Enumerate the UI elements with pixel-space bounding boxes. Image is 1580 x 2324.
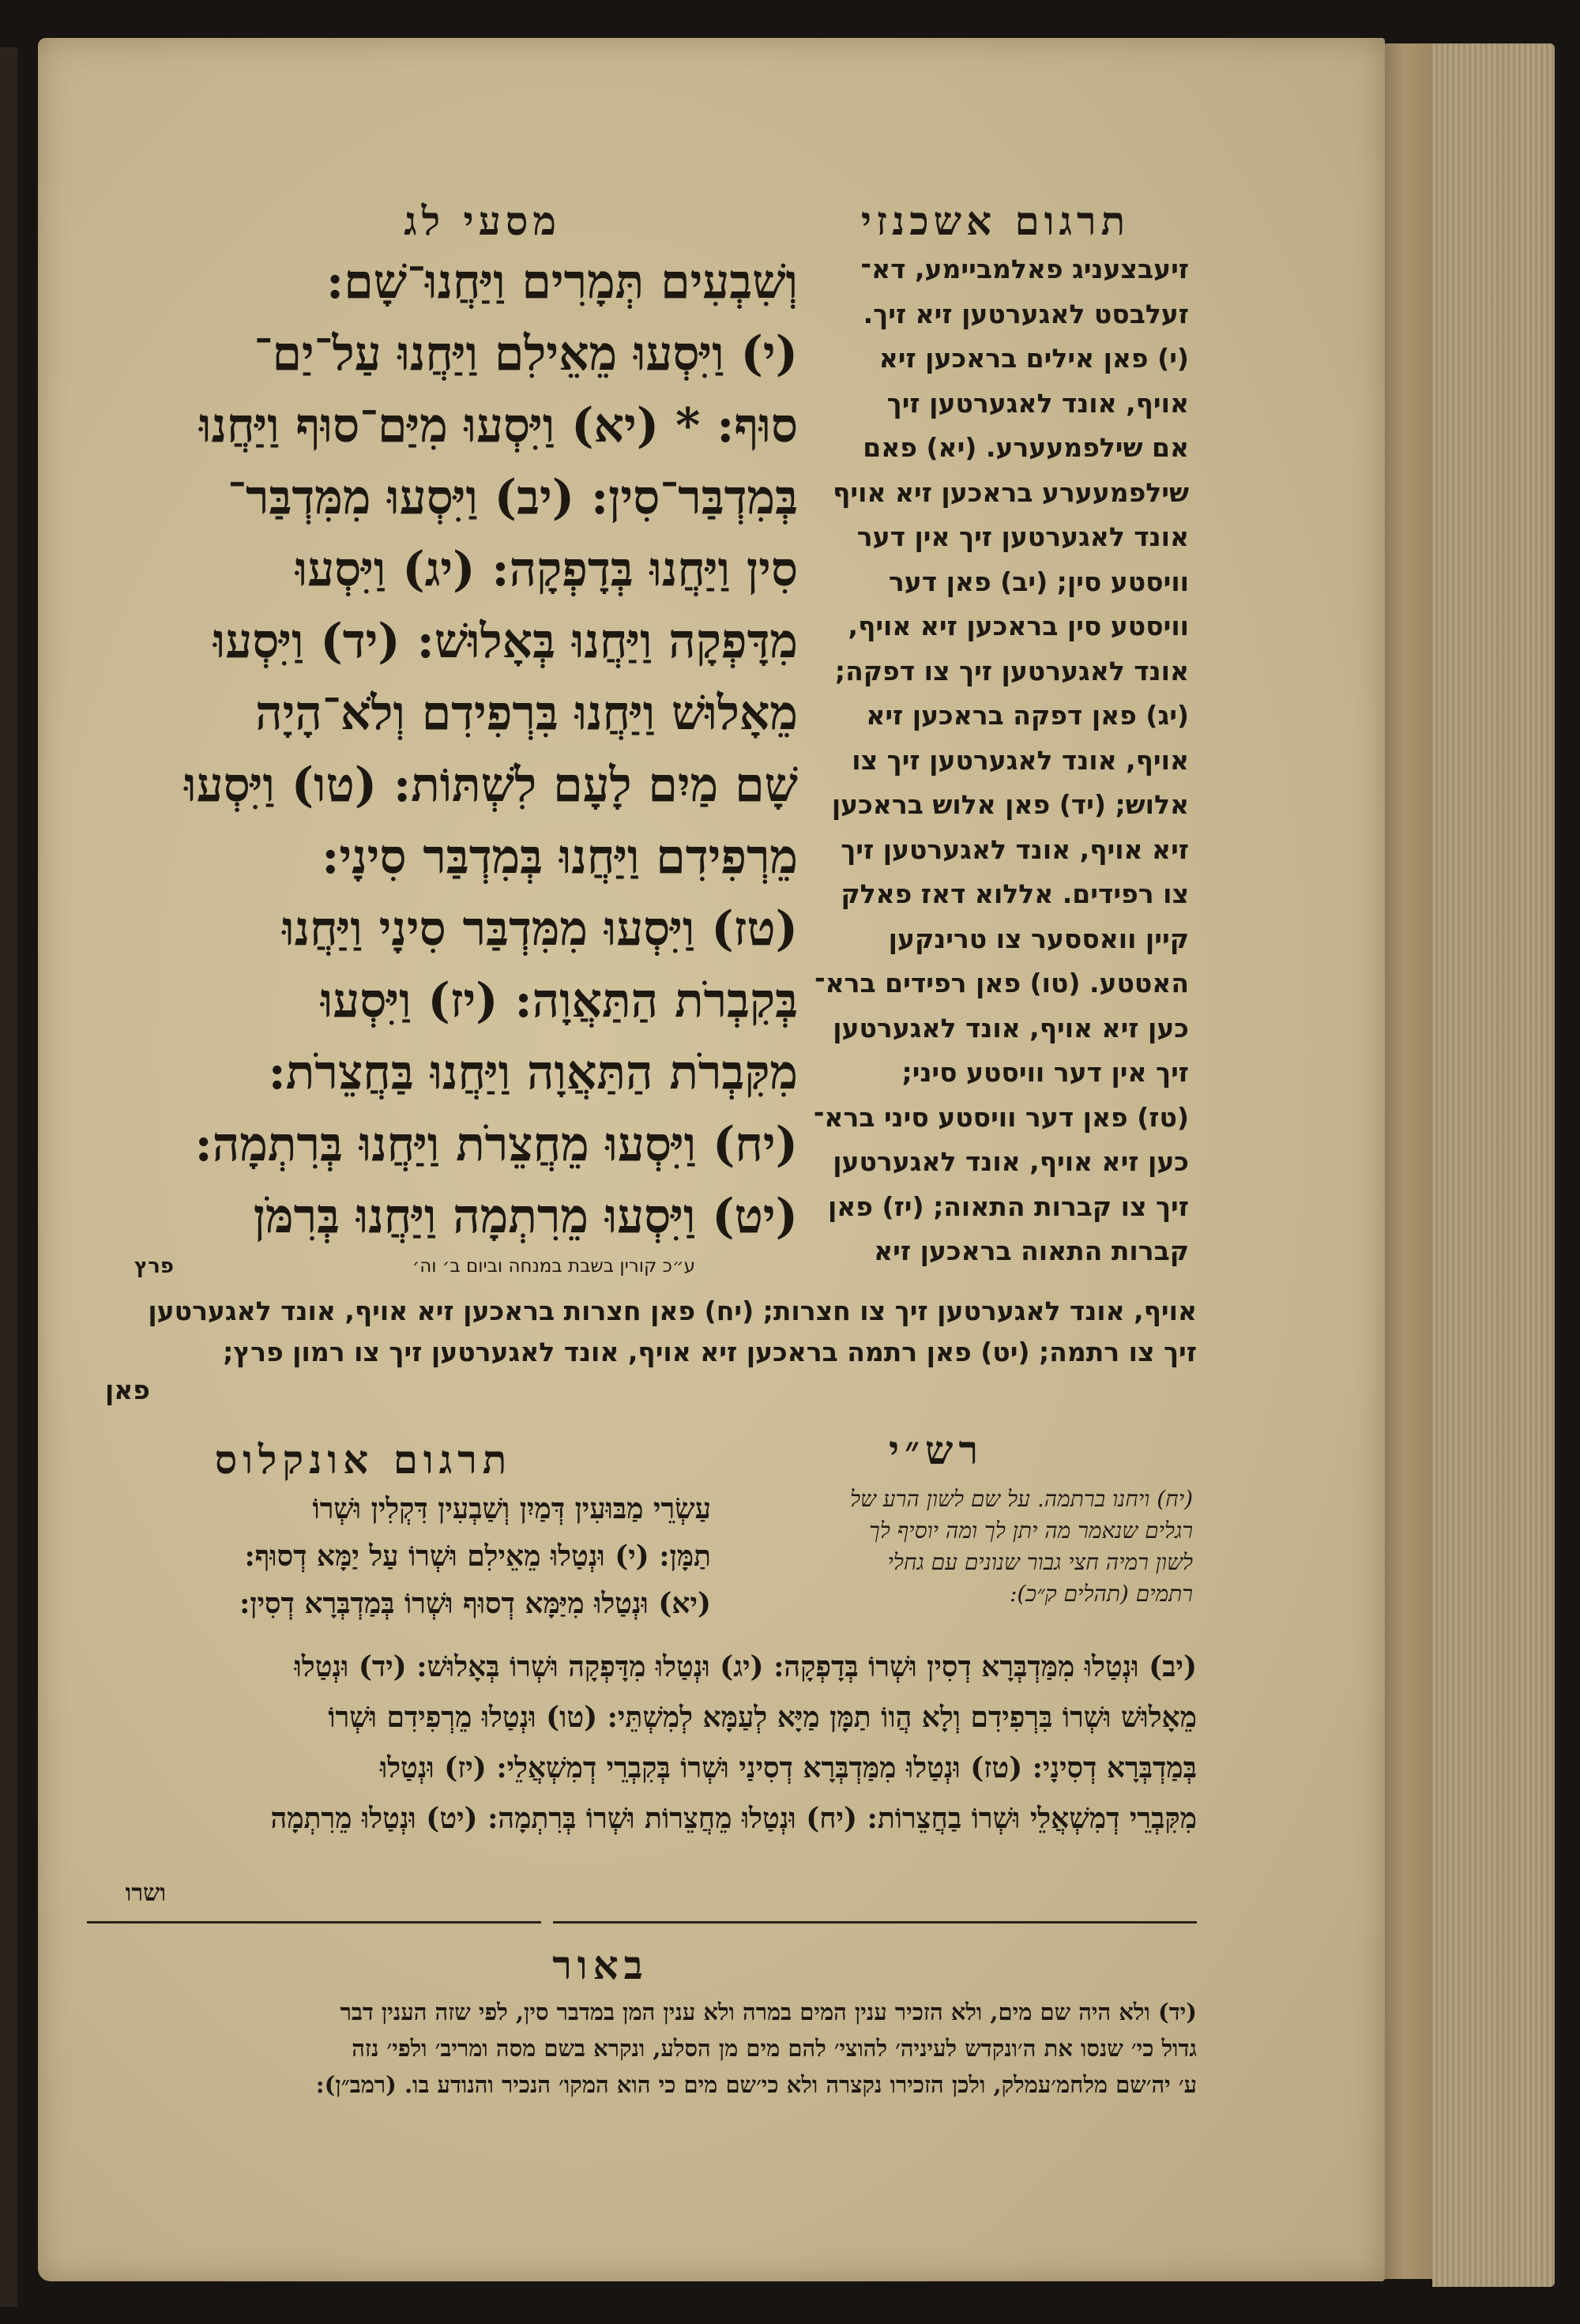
running-head-parsha: מסעי לג <box>404 197 561 244</box>
onkelos-narrow-block <box>87 1489 711 1620</box>
yiddish-line: זעלבסט לאגערטען זיא זיך. <box>863 299 1189 329</box>
divider-rule-left <box>87 1921 541 1924</box>
biur-line: ע׳ יה׳שם מלחמ׳עמלק, ולכן הזכירו נקצרה ולא כי׳שם מים כי הוא המקו׳ הנכיר והנודע בו. (רמב״ן): <box>315 2071 1197 2098</box>
torah-text-line: (יט) וַיִּסְעוּ מֵרִתְמָה וַיַּחֲנוּ בְּרִמֹּן <box>253 1189 798 1244</box>
rashi-commentary-block <box>719 1485 1193 1611</box>
yiddish-line: קיין וואססער צו טרינקען <box>888 923 1189 954</box>
rashi-line: רגלים שנאמר מה יתן לך ומה יוסיף לך <box>868 1517 1193 1544</box>
yiddish-line: זיך אין דער וויסטע סיני; <box>901 1058 1189 1088</box>
onkelos-line: תַמָּן: (י) וּנְטַלוּ מֵאֵילִם וּשְׁרוֹ עַל יַמָּא דְסוּף: <box>244 1540 711 1573</box>
biur-line: גדול כי׳ שנסו את ה׳ונקדש לעיניה׳ להוצי׳ להם מים מן הסלע, ונקרא בשם מסה ומריב׳ ולפי׳ נזה <box>352 2035 1197 2062</box>
torah-text-line: מִקִּבְרֹת הַתַּאֲוָה וַיַּחֲנוּ בַּחֲצֵרֹת: <box>268 1045 798 1100</box>
yiddish-line: האטטע. (טו) פאן רפידים ברא־ <box>814 968 1189 998</box>
biur-line: (יד) ולא היה שם מים, ולא הזכיר ענין המים במרה ולא ענין המן במדבר סין, לפי שזה הענין דבר <box>340 1999 1197 2025</box>
yiddish-line: זיא אויף, אונד לאגערטען זיך <box>841 834 1189 865</box>
yiddish-line: אונד לאגערטען זיך אין דער <box>856 522 1189 552</box>
torah-text-line: בְּקִבְרֹת הַתַּאֲוָה: (יז) וַיִּסְעוּ <box>320 973 798 1029</box>
rashi-line: רתמים (תהלים ק״כ): <box>1009 1581 1193 1607</box>
yiddish-translation-block <box>806 254 1189 1281</box>
biur-title: באור <box>552 1942 649 1988</box>
reading-note: ע״כ קורין בשבת במנחה וביום ב׳ וה׳ <box>412 1256 695 1277</box>
yiddish-line: אויף, אונד לאגערטען זיך <box>886 388 1189 419</box>
catchword-main: פרץ <box>134 1254 174 1278</box>
onkelos-line: מֵאָלוּשׁ וּשְׁרוֹ בִּרְפִידִם וְלָא הֲווֹ תַמָּן מַיָּא לְעַמָּא לְמִשְׁתֵּי: (טו) וּנְטַלוּ מֵרְפִידִם וּשְׁרוֹ <box>328 1701 1197 1734</box>
yiddish-line: כען זיא אויף, אונד לאגערטען <box>833 1147 1189 1177</box>
yiddish-wide-line-2: זיך צו רתמה; (יט) פאן רתמה בראכען זיא אויף, אונד לאגערטען זיך צו רמון פרץ; <box>223 1337 1197 1367</box>
rashi-title: רש״י <box>888 1427 984 1473</box>
onkelos-line: מִקִּבְרֵי דְמִשְׁאֲלֵי וּשְׁרוֹ בַחֲצֵרוֹת: (יח) וּנְטַלוּ מֵחֲצֵרוֹת וּשְׁרוֹ בְּרִתְמָה: (יט) וּנְטַלוּ מֵרִתְמָה <box>270 1802 1197 1835</box>
yiddish-line: זיך צו קברות התאוה; (יז) פאן <box>827 1191 1189 1222</box>
torah-text-line: (יח) וַיִּסְעוּ מֵחֲצֵרֹת וַיַּחֲנוּ בְּרִתְמָה: <box>194 1117 798 1172</box>
facing-page-edge <box>0 47 17 2307</box>
page-gutter <box>1385 43 1432 2279</box>
yiddish-line: (י) פאן אילים בראכען זיא <box>878 344 1189 374</box>
book-fore-edge <box>1432 43 1555 2287</box>
yiddish-line: וויסטע סין בראכען זיא אויף, <box>848 611 1189 641</box>
torah-text-line: (טז) וַיִּסְעוּ מִמִּדְבַּר סִינָי וַיַּחֲנוּ <box>282 901 798 957</box>
torah-text-line: שָׁם מַיִם לָעָם לִשְׁתּוֹת: (טו) וַיִּסְעוּ <box>184 758 798 813</box>
torah-text-line: סוּף: * (יא) וַיִּסְעוּ מִיַּם־סוּף וַיַּחֲנוּ <box>199 398 798 453</box>
yiddish-line: זיעבצעניג פאלמביימע, דא־ <box>860 254 1189 284</box>
torah-text-line: מֵאָלוּשׁ וַיַּחֲנוּ בִּרְפִידִם וְלֹא־הָיָה <box>255 686 798 741</box>
catchword-wide: פאן <box>104 1374 150 1405</box>
torah-text-block <box>87 251 798 1278</box>
yiddish-line: אונד לאגערטען זיך צו דפקה; <box>834 656 1189 686</box>
divider-rule-right <box>553 1921 1197 1924</box>
rashi-line: (יח) ויחנו ברתמה. על שם לשון הרע של <box>849 1486 1193 1512</box>
yiddish-line: (יג) פאן דפקה בראכען זיא <box>866 701 1189 731</box>
yiddish-line: אויף, אונד לאגערטען זיך צו <box>852 745 1189 776</box>
yiddish-line: וויסטע סין; (יב) פאן דער <box>888 566 1189 597</box>
yiddish-wide-line-1: אויף, אונד לאגערטען זיך צו חצרות; (יח) פאן חצרות בראכען זיא אויף, אונד לאגערטען <box>148 1295 1197 1326</box>
onkelos-line: (יב) וּנְטַלוּ מִמַּדְבְּרָא דְסִין וּשְׁרוֹ בְּדָפְקָה: (יג) וּנְטַלוּ מִדָּפְקָה וּשְׁרוֹ בְּאָלוּשׁ: (יד) וּנְטַלוּ <box>294 1650 1197 1683</box>
torah-text-line: מִדָּפְקָה וַיַּחֲנוּ בְּאָלוּשׁ: (יד) וַיִּסְעוּ <box>213 614 798 669</box>
yiddish-line: (טז) פאן דער וויסטע סיני ברא־ <box>813 1102 1189 1133</box>
torah-text-line: סִין וַיַּחֲנוּ בְּדָפְקָה: (יג) וַיִּסְעוּ <box>295 542 798 597</box>
onkelos-title: תרגום אונקלוס <box>214 1436 513 1483</box>
onkelos-wide-block <box>87 1647 1197 1837</box>
onkelos-line: בְּמַדְבְּרָא דְסִינָי: (טז) וּנְטַלוּ מִמַּדְבְּרָא דְסִינַי וּשְׁרוֹ בְּקִבְרֵי דְמִשְׁאֲלֵי: (יז) וּנְטַלוּ <box>380 1751 1197 1784</box>
biur-commentary-block <box>87 1995 1197 2113</box>
yiddish-line: אלוש; (יד) פאן אלוש בראכען <box>831 790 1189 820</box>
onkelos-line: עַשְׂרֵי מַבּוּעִין דְּמַיִן וְשַׁבְעִין דִּקְלִין וּשְׁרוֹ <box>312 1492 711 1525</box>
rashi-line: לשון רמיה חצי גבור שנונים עם גחלי <box>887 1549 1193 1575</box>
torah-text-line: (י) וַיִּסְעוּ מֵאֵילִם וַיַּחֲנוּ עַל־יַם־ <box>254 326 798 382</box>
yiddish-line: כען זיא אויף, אונד לאגערטען <box>833 1013 1189 1044</box>
running-head-column: תרגום אשכנזי <box>860 197 1130 244</box>
torah-text-line: וְשִׁבְעִים תְּמָרִים וַיַּחֲנוּ־שָׁם: <box>326 254 798 310</box>
catchword-onkelos: ושרו <box>125 1879 166 1907</box>
yiddish-line: שילפמעערע בראכען זיא אויף <box>833 477 1189 508</box>
torah-text-line: מֵרְפִידִם וַיַּחֲנוּ בְּמִדְבַּר סִינָי: <box>322 829 798 885</box>
yiddish-line: קברות התאוה בראכען זיא <box>874 1236 1189 1266</box>
torah-text-line: בְּמִדְבַּר־סִין: (יב) וַיִּסְעוּ מִמִּדְבַּר־ <box>228 470 798 525</box>
onkelos-line: (יא) וּנְטַלוּ מִיַּמָּא דְסוּף וּשְׁרוֹ בְּמַדְבְּרָא דְסִין: <box>239 1587 711 1620</box>
yiddish-line: אם שילפמעערע. (יא) פאם <box>863 433 1189 463</box>
yiddish-line: צו רפידים. אללוא דאז פאלק <box>841 879 1189 909</box>
